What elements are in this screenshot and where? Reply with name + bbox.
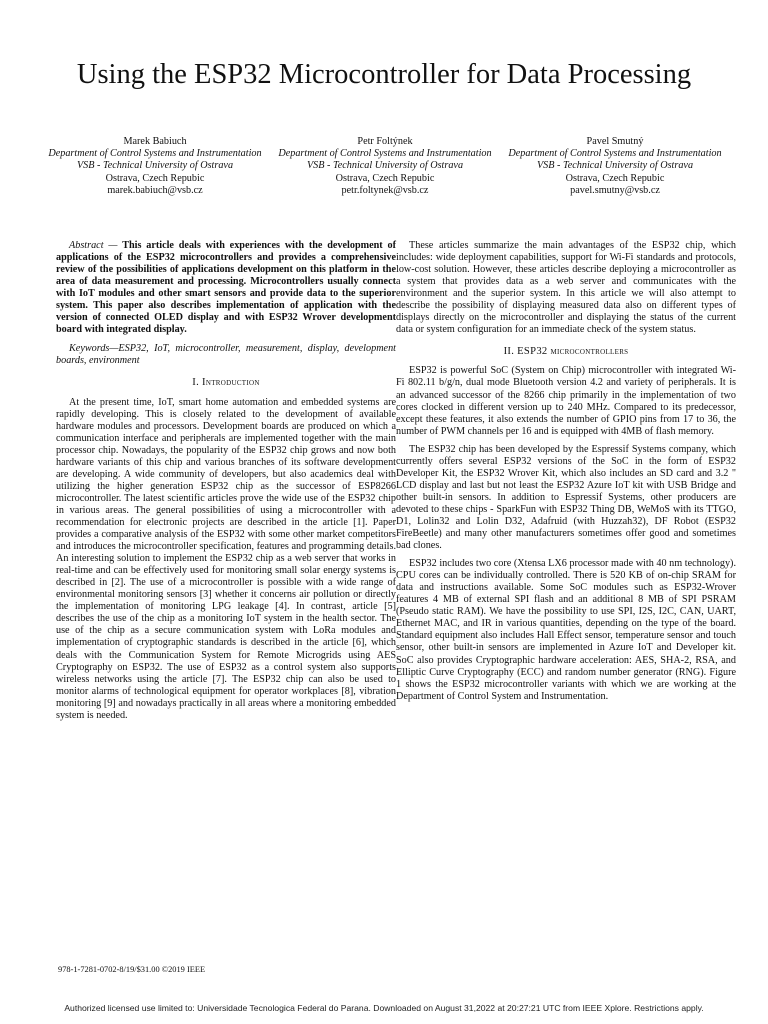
license-footer: Authorized licensed use limited to: Universidade Tecnologica Federal do Parana. Downloaded on August 31,2022 at 20:27:21 UTC from IEEE Xplore. Restrictions apply. — [64, 1003, 704, 1013]
abstract-lead: Abstract — — [69, 240, 123, 251]
author-name: Marek Babiuch — [123, 136, 187, 147]
author-2 — [270, 136, 500, 197]
keywords: Keywords—ESP32, IoT, microcontroller, measurement, display, development boards, environment — [56, 343, 396, 367]
esp32-paragraph-2: The ESP32 chip has been developed by the Espressif Systems company, which currently offers several ESP32 versions of the SoC in the form of ESP32 Developer Kit, the ESP32 Wrover Kit, which also includes an SD card and 3.2 " LCD display and last but not least the ESP32 Azure IoT kit with USB Bridge and other built-in sensors. In addition to Espressif Systems, other producers are devoted to these chips - SparkFun with ESP32 Thing DB, WeMoS with its TTGO, D1, Lolin32 and Lolin D32, Adafruid (with Huzzah32), DF Robot (ESP32 FireBeetle) and many other manufacturers sometimes offer good and sometimes bad clones. — [396, 443, 736, 552]
author-city: Ostrava, Czech Repubic — [565, 172, 665, 184]
left-column — [56, 240, 396, 722]
section-heading-introduction: I. Introduction — [192, 377, 260, 389]
author-email: marek.babiuch@vsb.cz — [107, 184, 203, 196]
summary-paragraph: These articles summarize the main advantages of the ESP32 chip, which includes: wide deployment capabilities, support for Wi-Fi standards and protocols, low-cost solution. However, these articles describe deploying a microcontroller as a system that provides data as a web server and communicates with the environment and the superior system. In this article we will also attempt to describe the possibility of displaying measured data also on different types of displays directly on the microcontroller and displaying the status of the current data or system configuration for an immediate check of the system status. — [396, 240, 736, 336]
author-3 — [500, 136, 730, 197]
introduction-paragraph: At the present time, IoT, smart home automation and embedded systems are rapidly developing. This is closely related to the development of available hardware modules and processors. Development boards are produced on which a communication interface and peripherals are implemented together with the main processor chip. Nowadays, the popularity of the ESP32 chip grows and now both hardware variants of this chip and various branches of its software development are developing. A wide community of developers, but also academics deal with utilizing the higher generation ESP32 chip as the successor of ESP8266 microcontroller. The latest scientific articles prove the wide use of the ESP32 chip in various areas. The general possibilities of using a microcontroller with a recommendation for electronic projects are described in the article [1]. Paper provides a comparative analysis of the ESP32 with some other market competitors and introduces the microcontroller specification, features and programming details. An interesting solution to implement the ESP32 chip as a web server that works in real-time and can be effectively used for monitoring small solar energy systems is described in [2]. The use of a microcontroller is possible with a wide range of environmental monitoring sensors [3] whether it concerns air pollution or directly the implementation of monitoring LPG leakage [4]. In contrast, article [5] describes the use of the chip as a monitoring IoT system in the health sector. The use of the chip as a secure communication system with LoRa modules and implementation of cryptographic standards is described in the article [6], which deals with the Communication System for Remote Microgrids using AES Cryptography on ESP32. The use of ESP32 as a control system also supports wireless networks using the article [7]. The ESP32 chip can also be used to monitor alarms of technological equipment for operator workplaces [8], vibration monitoring [9] and nowadays practically in all areas where a monitoring embedded system is needed. — [56, 396, 396, 721]
author-email: petr.foltynek@vsb.cz — [341, 184, 429, 196]
right-column — [396, 240, 736, 703]
esp32-paragraph-3: ESP32 includes two core (Xtensa LX6 processor made with 40 nm technology). CPU cores can be individually controlled. There is 520 KB of on-chip SRAM for data and instructions available. Some SoC modules such as ESP32-Wrover features 4 MB of external SPI flash and an additional 8 MB of SPI PSRAM (Pseudo static RAM). We have the possibility to use SPI, I2S, I2C, CAN, UART, Ethernet MAC, and IR in various quantities, depending on the type of the board. Standard equipment also includes Hall Effect sensor, temperature sensor and touch sensor, other built-in sensors are implemented in Azure IoT and Developer kit. SoC also provides Cryptographic hardware acceleration: AES, SHA-2, RSA, and Elliptic Curve Cryptography (ECC) and random number generator (RNG). Figure 1 shows the ESP32 microcontroller variants with which we are working at the Department of Control System and Instrumentation. — [396, 558, 736, 702]
author-city: Ostrava, Czech Repubic — [105, 172, 205, 184]
author-department: Department of Control Systems and Instrumentation — [48, 148, 262, 160]
author-department: Department of Control Systems and Instrumentation — [278, 148, 492, 160]
abstract-body: This article deals with experiences with the development of applications of the ESP32 microcontrollers and provides a comprehensive review of the possibilities of applications development on this platform in the area of data measurement and processing. Microcontrollers usually connect with IoT modules and other smart sensors and provide data to the superior system. This paper also describes implementation of application with the version of connected OLED display and with ESP32 Wrover development board with integrated display. — [56, 240, 396, 336]
author-email: pavel.smutny@vsb.cz — [570, 184, 660, 196]
author-block — [40, 136, 740, 197]
author-name: Pavel Smutný — [586, 136, 644, 147]
author-university: VSB - Technical University of Ostrava — [536, 160, 694, 172]
copyright-notice: 978-1-7281-0702-8/19/$31.00 ©2019 IEEE — [58, 965, 206, 974]
paper-title: Using the ESP32 Microcontroller for Data Processing — [76, 59, 692, 91]
author-city: Ostrava, Czech Repubic — [335, 172, 435, 184]
author-university: VSB - Technical University of Ostrava — [306, 160, 464, 172]
section-heading-esp32: II. ESP32 microcontrollers — [503, 346, 629, 358]
author-1 — [40, 136, 270, 197]
abstract — [56, 240, 396, 336]
author-department: Department of Control Systems and Instrumentation — [508, 148, 722, 160]
author-university: VSB - Technical University of Ostrava — [76, 160, 234, 172]
esp32-paragraph-1: ESP32 is powerful SoC (System on Chip) microcontroller with integrated Wi-Fi 802.11 b/g/n, dual mode Bluetooth version 4.2 and variety of peripherals. It is an advanced successor of the 8266 chip primarily in the implementation of two cores clocked in different version up to 240 MHz. Compared to its predecessor, except these features, it also extends the number of GPIO pins from 17 to 36, the number of PWM channels per 16 and is equipped with 4MB of flash memory. — [396, 365, 736, 437]
author-name: Petr Foltýnek — [357, 136, 413, 147]
